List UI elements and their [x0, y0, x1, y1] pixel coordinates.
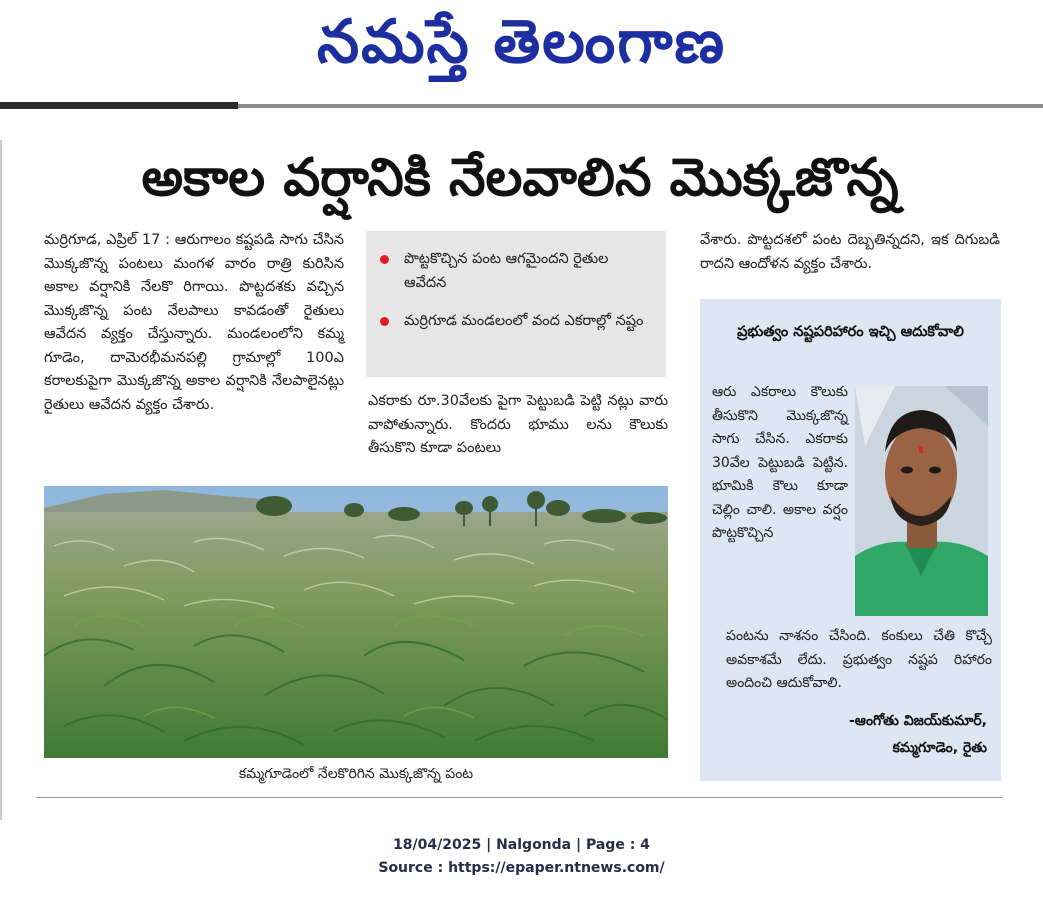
bullet-dot-icon	[380, 255, 389, 264]
farmer-portrait	[855, 386, 988, 616]
article-column-2: ఎకరాకు రూ.30వేలకు పైగా పెట్టుబడి పెట్టి నట్లు వారు వాపోతున్నారు. కొందరు భూము లను కౌలుకు తీసుకొని కూడా పంటలు	[368, 393, 668, 456]
bullet-dot-icon	[380, 317, 389, 326]
masthead	[0, 0, 1043, 100]
quote-box-title: ప్రభుత్వం నష్టపరిహారం ఇచ్చి ఆదుకోవాలి	[737, 324, 964, 340]
footer-edition-info: 18/04/2025 | Nalgonda | Page : 4	[393, 837, 650, 853]
article-column-1: మర్రిగూడ, ఎప్రిల్ 17 : ఆరుగాలం కష్టపడి సాగు చేసిన మొక్కజొన్న పంటలు మంగళ వారం రాత్రి కురిసిన అకాల వర్షానికి నేలకొ రిగాయి. పొట్టదశకు వచ్చిన మొక్కజొన్న పంట నేలపాలు కావడంతో రైతులు ఆవేదన వ్యక్తం చేస్తున్నారు. మండలంలోని కమ్మ గూడెం, దామెరభీమనపల్లి గ్రామాల్లో 100ఎ కరాలకుపైగా మొక్కజొన్న అకాల వర్షానికి నేలపాలైనట్లు రైతులు ఆవేదన వ్యక్తం చేశారు.	[44, 232, 344, 413]
farmer-portrait-image	[855, 386, 988, 616]
page-edge	[0, 140, 2, 820]
cornfield-photo	[44, 486, 668, 758]
quote-text-left: ఆరు ఎకరాలు కౌలుకు తీసుకొని మొక్కజొన్న సాగు చేసిన. ఎకరాకు 30వేల పెట్టుబడి పెట్టిన. భూమికి కౌలు కూడా చెల్లిం చాలి. అకాల వర్షం పొట్టకొచ్చిన	[712, 384, 848, 541]
highlights-box	[366, 231, 666, 377]
photo-caption: కమ్మగూడెంలో నేలకొరిగిన మొక్కజొన్న పంట	[238, 766, 474, 782]
headline: అకాల వర్షానికి నేలవాలిన మొక్కజొన్న	[141, 148, 899, 208]
article-column-3: వేశారు. పొట్టదశలో పంట దెబ్బతిన్నదని, ఇక దిగుబడి రాదని ఆందోళన వ్యక్తం చేశారు.	[700, 232, 1000, 272]
footer-source-link[interactable]: Source : https://epaper.ntnews.com/	[378, 860, 665, 876]
cornfield-image	[44, 486, 668, 758]
quote-text-full: పంటను నాశనం చేసింది. కంకులు చేతి కొచ్చే అవకాశమే లేదు. ప్రభుత్వం నష్టప రిహారం అందించి ఆదుకోవాలి.	[726, 628, 992, 691]
newspaper-logo: నమస్తే తెలంగాణ	[316, 7, 727, 77]
quote-author-name: -ఆంగోతు విజయ్‌కుమార్,	[848, 713, 987, 729]
highlight-text: మర్రిగూడ మండలంలో వంద ఎకరాల్లో నష్టం	[404, 313, 644, 329]
farmer-quote-box	[700, 299, 1001, 781]
bottom-rule	[36, 797, 1002, 798]
quote-author-place: కమ్మగూడెం, రైతు	[892, 740, 987, 756]
highlight-text: పొట్టకొచ్చిన పంట ఆగమైందని రైతుల ఆవేదన	[404, 251, 609, 291]
masthead-rule-light	[238, 104, 1043, 108]
masthead-rule-dark	[0, 102, 238, 109]
